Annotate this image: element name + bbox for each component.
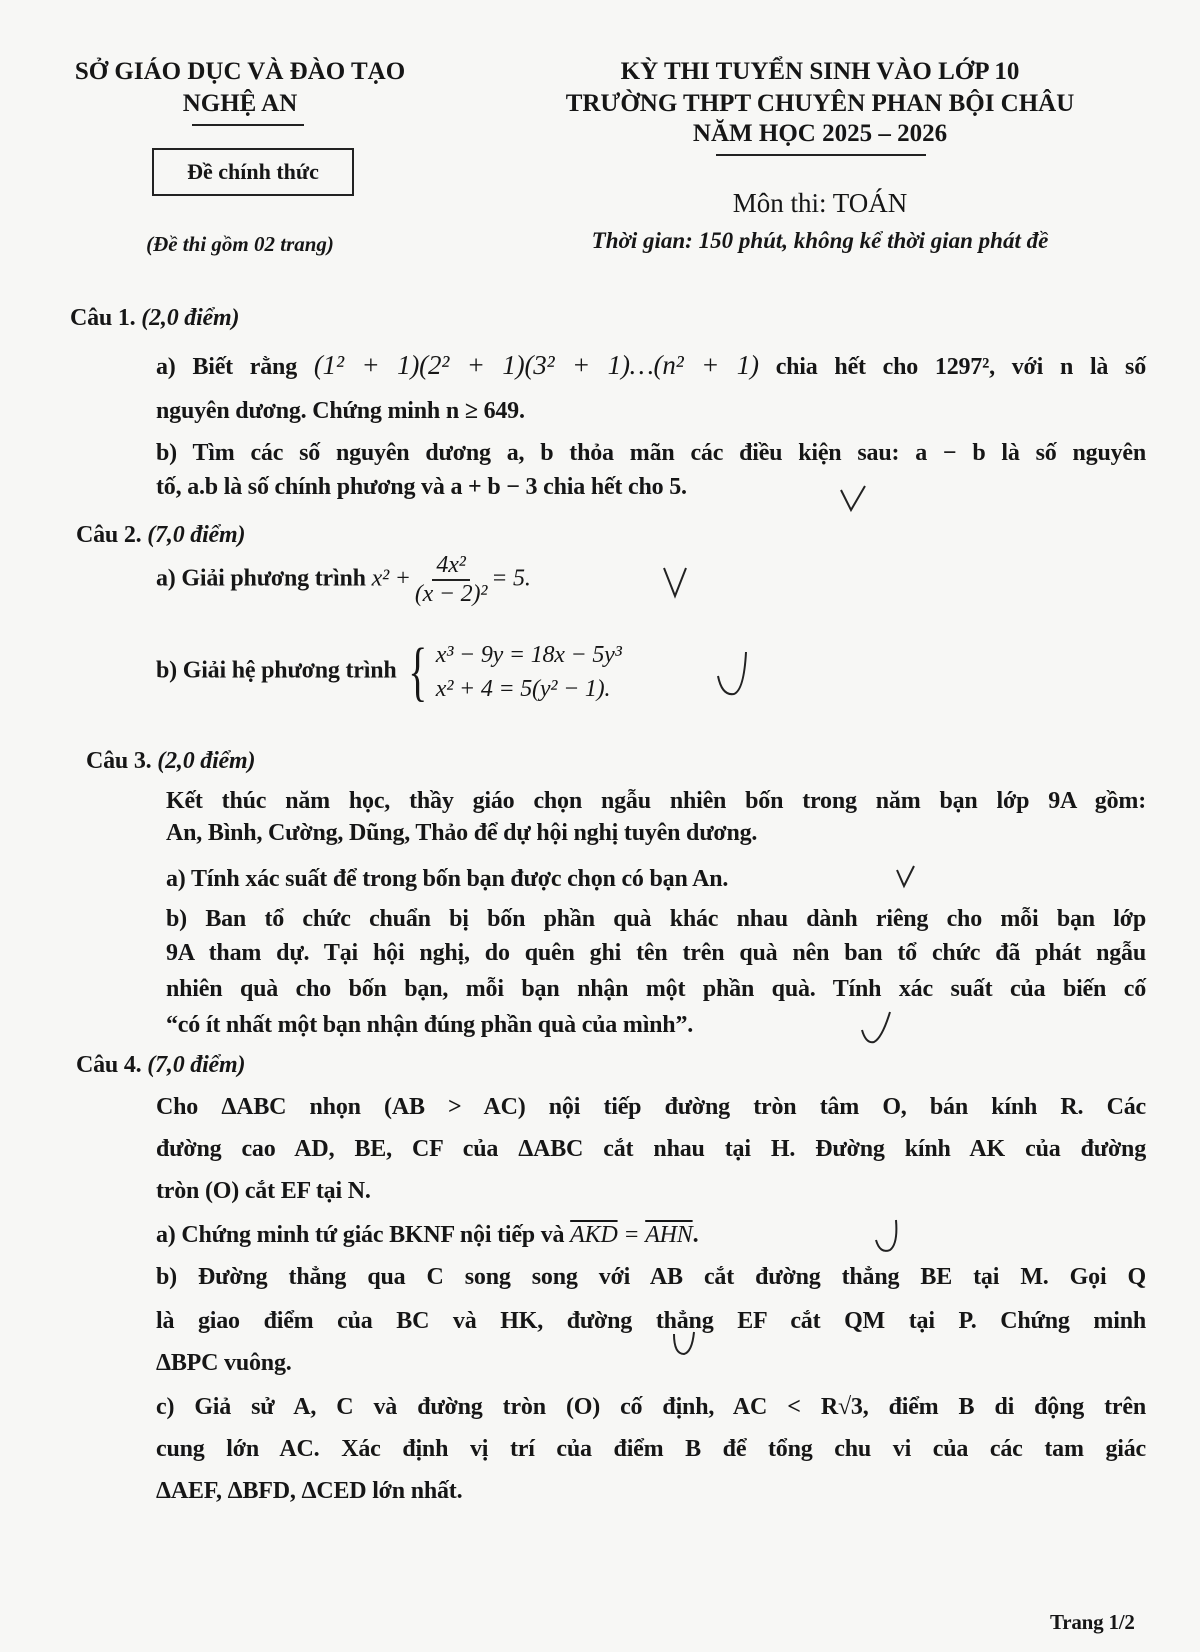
subject: Môn thi: TOÁN	[732, 188, 908, 218]
text: a) Chứng minh tứ giác BKNF nội tiếp và	[156, 1222, 565, 1248]
divider	[716, 154, 926, 156]
q4-part-b-line: là giao điểm của BC và HK, đường thẳng EF cắt QM tại P. Chứng minh	[156, 1308, 1146, 1334]
period: .	[692, 1222, 699, 1248]
equation: x² + 4 = 5(y² − 1).	[435, 676, 611, 702]
math-term: = 5.	[491, 565, 531, 592]
question-points: (2,0 điểm)	[141, 305, 240, 331]
arc-angle: $\overline{AHN}$	[645, 1222, 693, 1248]
arc-angle: $\overline{AKD}$	[570, 1222, 618, 1248]
question-4-heading	[76, 1052, 245, 1079]
department-name: SỞ GIÁO DỤC VÀ ĐÀO TẠO	[74, 58, 406, 85]
denominator: (x − 2)²	[414, 581, 488, 607]
time-limit: Thời gian: 150 phút, không kể thời gian phát đề	[591, 228, 1049, 253]
official-exam-box	[152, 148, 354, 196]
question-number: Câu 1.	[70, 305, 136, 331]
q2-part-a	[156, 552, 531, 608]
checkmark-icon	[670, 1330, 700, 1360]
question-points: (2,0 điểm)	[157, 748, 256, 774]
math-term: x² +	[371, 565, 411, 592]
question-points: (7,0 điểm)	[147, 1052, 246, 1078]
math-expression: (1² + 1)(2² + 1)(3² + 1)…(n² + 1)	[313, 350, 759, 380]
checkmark-icon	[894, 864, 916, 890]
question-3-heading	[86, 748, 255, 775]
equation-system	[402, 635, 622, 708]
brace: {	[408, 635, 428, 708]
divider	[192, 124, 304, 126]
exam-title: KỲ THI TUYỂN SINH VÀO LỚP 10	[620, 58, 1020, 85]
pages-note: (Đề thi gồm 02 trang)	[146, 232, 334, 256]
q3-part-a: a) Tính xác suất để trong bốn bạn được chọn có bạn An.	[166, 866, 729, 892]
text: a) Giải phương trình	[156, 565, 366, 592]
q4-intro-line: Cho ΔABC nhọn (AB > AC) nội tiếp đường tròn tâm O, bán kính R. Các	[156, 1094, 1146, 1120]
q4-part-c-line: ΔAEF, ΔBFD, ΔCED lớn nhất.	[156, 1478, 463, 1504]
q4-part-c-line: c) Giả sử A, C và đường tròn (O) cố định, AC < R√3, điểm B di động trên	[156, 1394, 1146, 1420]
q3-intro-line: Kết thúc năm học, thầy giáo chọn ngẫu nhiên bốn trong năm bạn lớp 9A gồm:	[166, 788, 1146, 814]
question-points: (7,0 điểm)	[147, 522, 246, 548]
q4-intro-line: tròn (O) cắt EF tại N.	[156, 1178, 371, 1204]
checkmark-icon	[838, 484, 868, 514]
q3-part-b-line: 9A tham dự. Tại hội nghị, do quên ghi tên trên quà nên ban tổ chức đã phát ngẫu	[166, 940, 1146, 966]
text: b) Giải hệ phương trình	[156, 657, 397, 684]
q3-intro-line: An, Bình, Cường, Dũng, Thảo để dự hội nghị tuyên dương.	[166, 820, 758, 846]
q1-part-b-line: tố, a.b là số chính phương và a + b − 3 chia hết cho 5.	[156, 474, 687, 500]
fraction	[415, 552, 487, 608]
question-number: Câu 2.	[76, 522, 142, 548]
question-number: Câu 4.	[76, 1052, 142, 1078]
question-1-heading	[70, 305, 239, 332]
school-year: NĂM HỌC 2025 – 2026	[692, 120, 948, 147]
official-label: Đề chính thức	[187, 159, 319, 184]
page-number: Trang 1/2	[1050, 1610, 1135, 1634]
q1-part-a-line: nguyên dương. Chứng minh n ≥ 649.	[156, 398, 525, 424]
q3-part-b-line: b) Ban tổ chức chuẩn bị bốn phần quà khác nhau dành riêng cho mỗi bạn lớp	[166, 906, 1146, 932]
numerator: 4x²	[432, 552, 469, 581]
q3-part-b-line: “có ít nhất một bạn nhận đúng phần quà của mình”.	[166, 1012, 694, 1038]
checkmark-icon	[714, 650, 750, 700]
equation: x³ − 9y = 18x − 5y³	[435, 642, 622, 668]
school-name: TRƯỜNG THPT CHUYÊN PHAN BỘI CHÂU	[565, 90, 1075, 117]
q3-part-b-line: nhiên quà cho bốn bạn, mỗi bạn nhận một phần quà. Tính xác suất của biến cố	[166, 976, 1146, 1002]
question-2-heading	[76, 522, 245, 549]
q4-part-a	[156, 1222, 698, 1249]
q2-part-b	[156, 635, 622, 708]
checkmark-icon	[858, 1010, 892, 1046]
text: a) Biết rằng	[156, 354, 298, 380]
q4-part-b-line: ΔBPC vuông.	[156, 1350, 292, 1376]
q1-part-b-line: b) Tìm các số nguyên dương a, b thỏa mãn các điều kiện sau: a − b là số nguyên	[156, 440, 1146, 466]
province-name: NGHỆ AN	[182, 90, 298, 117]
q4-intro-line: đường cao AD, BE, CF của ΔABC cắt nhau tại H. Đường kính AK của đường	[156, 1136, 1146, 1162]
question-number: Câu 3.	[86, 748, 152, 774]
checkmark-icon	[872, 1218, 902, 1258]
q4-part-b-line: b) Đường thẳng qua C song song với AB cắt đường thẳng BE tại M. Gọi Q	[156, 1264, 1146, 1290]
q1-part-a-line	[156, 350, 1146, 381]
checkmark-icon	[660, 566, 690, 600]
q4-part-c-line: cung lớn AC. Xác định vị trí của điểm B để tổng chu vi của các tam giác	[156, 1436, 1146, 1462]
text: chia hết cho 1297², với n là số	[775, 354, 1146, 380]
equals: =	[623, 1222, 640, 1248]
